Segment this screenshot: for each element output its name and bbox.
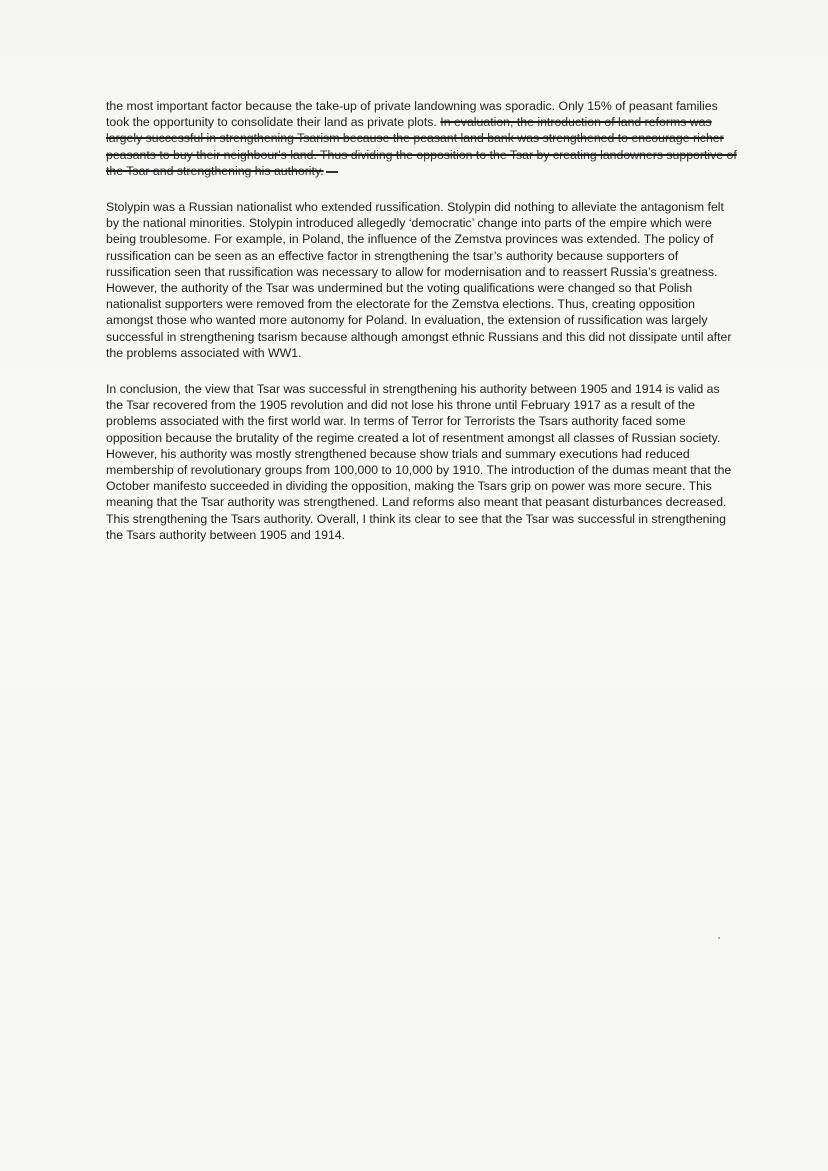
strike-mark <box>326 171 338 173</box>
essay-body <box>106 98 738 563</box>
paragraph-land-reforms <box>106 98 738 179</box>
paragraph-russification: Stolypin was a Russian nationalist who extended russification. Stolypin did nothing to alleviate the antagonism felt by the national minorities. Stolypin introduced allegedly ‘democratic’ change into parts of the empire which were being troublesome. For example, in Poland, the influence of the Zemstva provinces was extended. The policy of russification can be seen as an effective factor in strengthening the tsar’s authority because supporters of russification seen that russification was necessary to allow for modernisation and to reassert Russia’s greatness. However, the authority of the Tsar was undermined but the voting qualifications were changed so that Polish nationalist supporters were removed from the electorate for the Zemstva elections. Thus, creating opposition amongst those who wanted more autonomy for Poland. In evaluation, the extension of russification was largely successful in strengthening tsarism because although amongst ethnic Russians and this did not dissipate until after the problems associated with WW1. <box>106 200 732 360</box>
struck-through-text: In evaluation, the introduction of land reforms was largely successful in strengthening Tsarism because the peasant land bank was strengthened to encourage richer peasants to buy their neighbour's land. Thus dividing the opposition to the Tsar by creating landowners supportive of the Tsar and strengthening his authority. <box>106 115 737 178</box>
paragraph-conclusion: In conclusion, the view that Tsar was successful in strengthening his authority between 1905 and 1914 is valid as the Tsar recovered from the 1905 revolution and did not lose his throne until February 1917 as a result of the problems associated with the first world war. In terms of Terror for Terrorists the Tsars authority faced some opposition because the brutality of the regime created a lot of resentment amongst all classes of Russian society. However, his authority was mostly strengthened because show trials and summary executions had reduced membership of revolutionary groups from 100,000 to 10,000 by 1910. The introduction of the dumas meant that the October manifesto succeeded in dividing the opposition, making the Tsars grip on power was more secure. This meaning that the Tsar authority was strengthened. Land reforms also meant that peasant disturbances decreased. This strengthening the Tsars authority. Overall, I think its clear to see that the Tsar was successful in strengthening the Tsars authority between 1905 and 1914. <box>106 382 732 542</box>
scan-speck <box>718 937 720 939</box>
paragraph-intro-text: the most important factor because the take-up of private landowning was sporadic. Only 15% of peasant families took the opportunity to consolidate their land as private plots. <box>106 99 718 130</box>
